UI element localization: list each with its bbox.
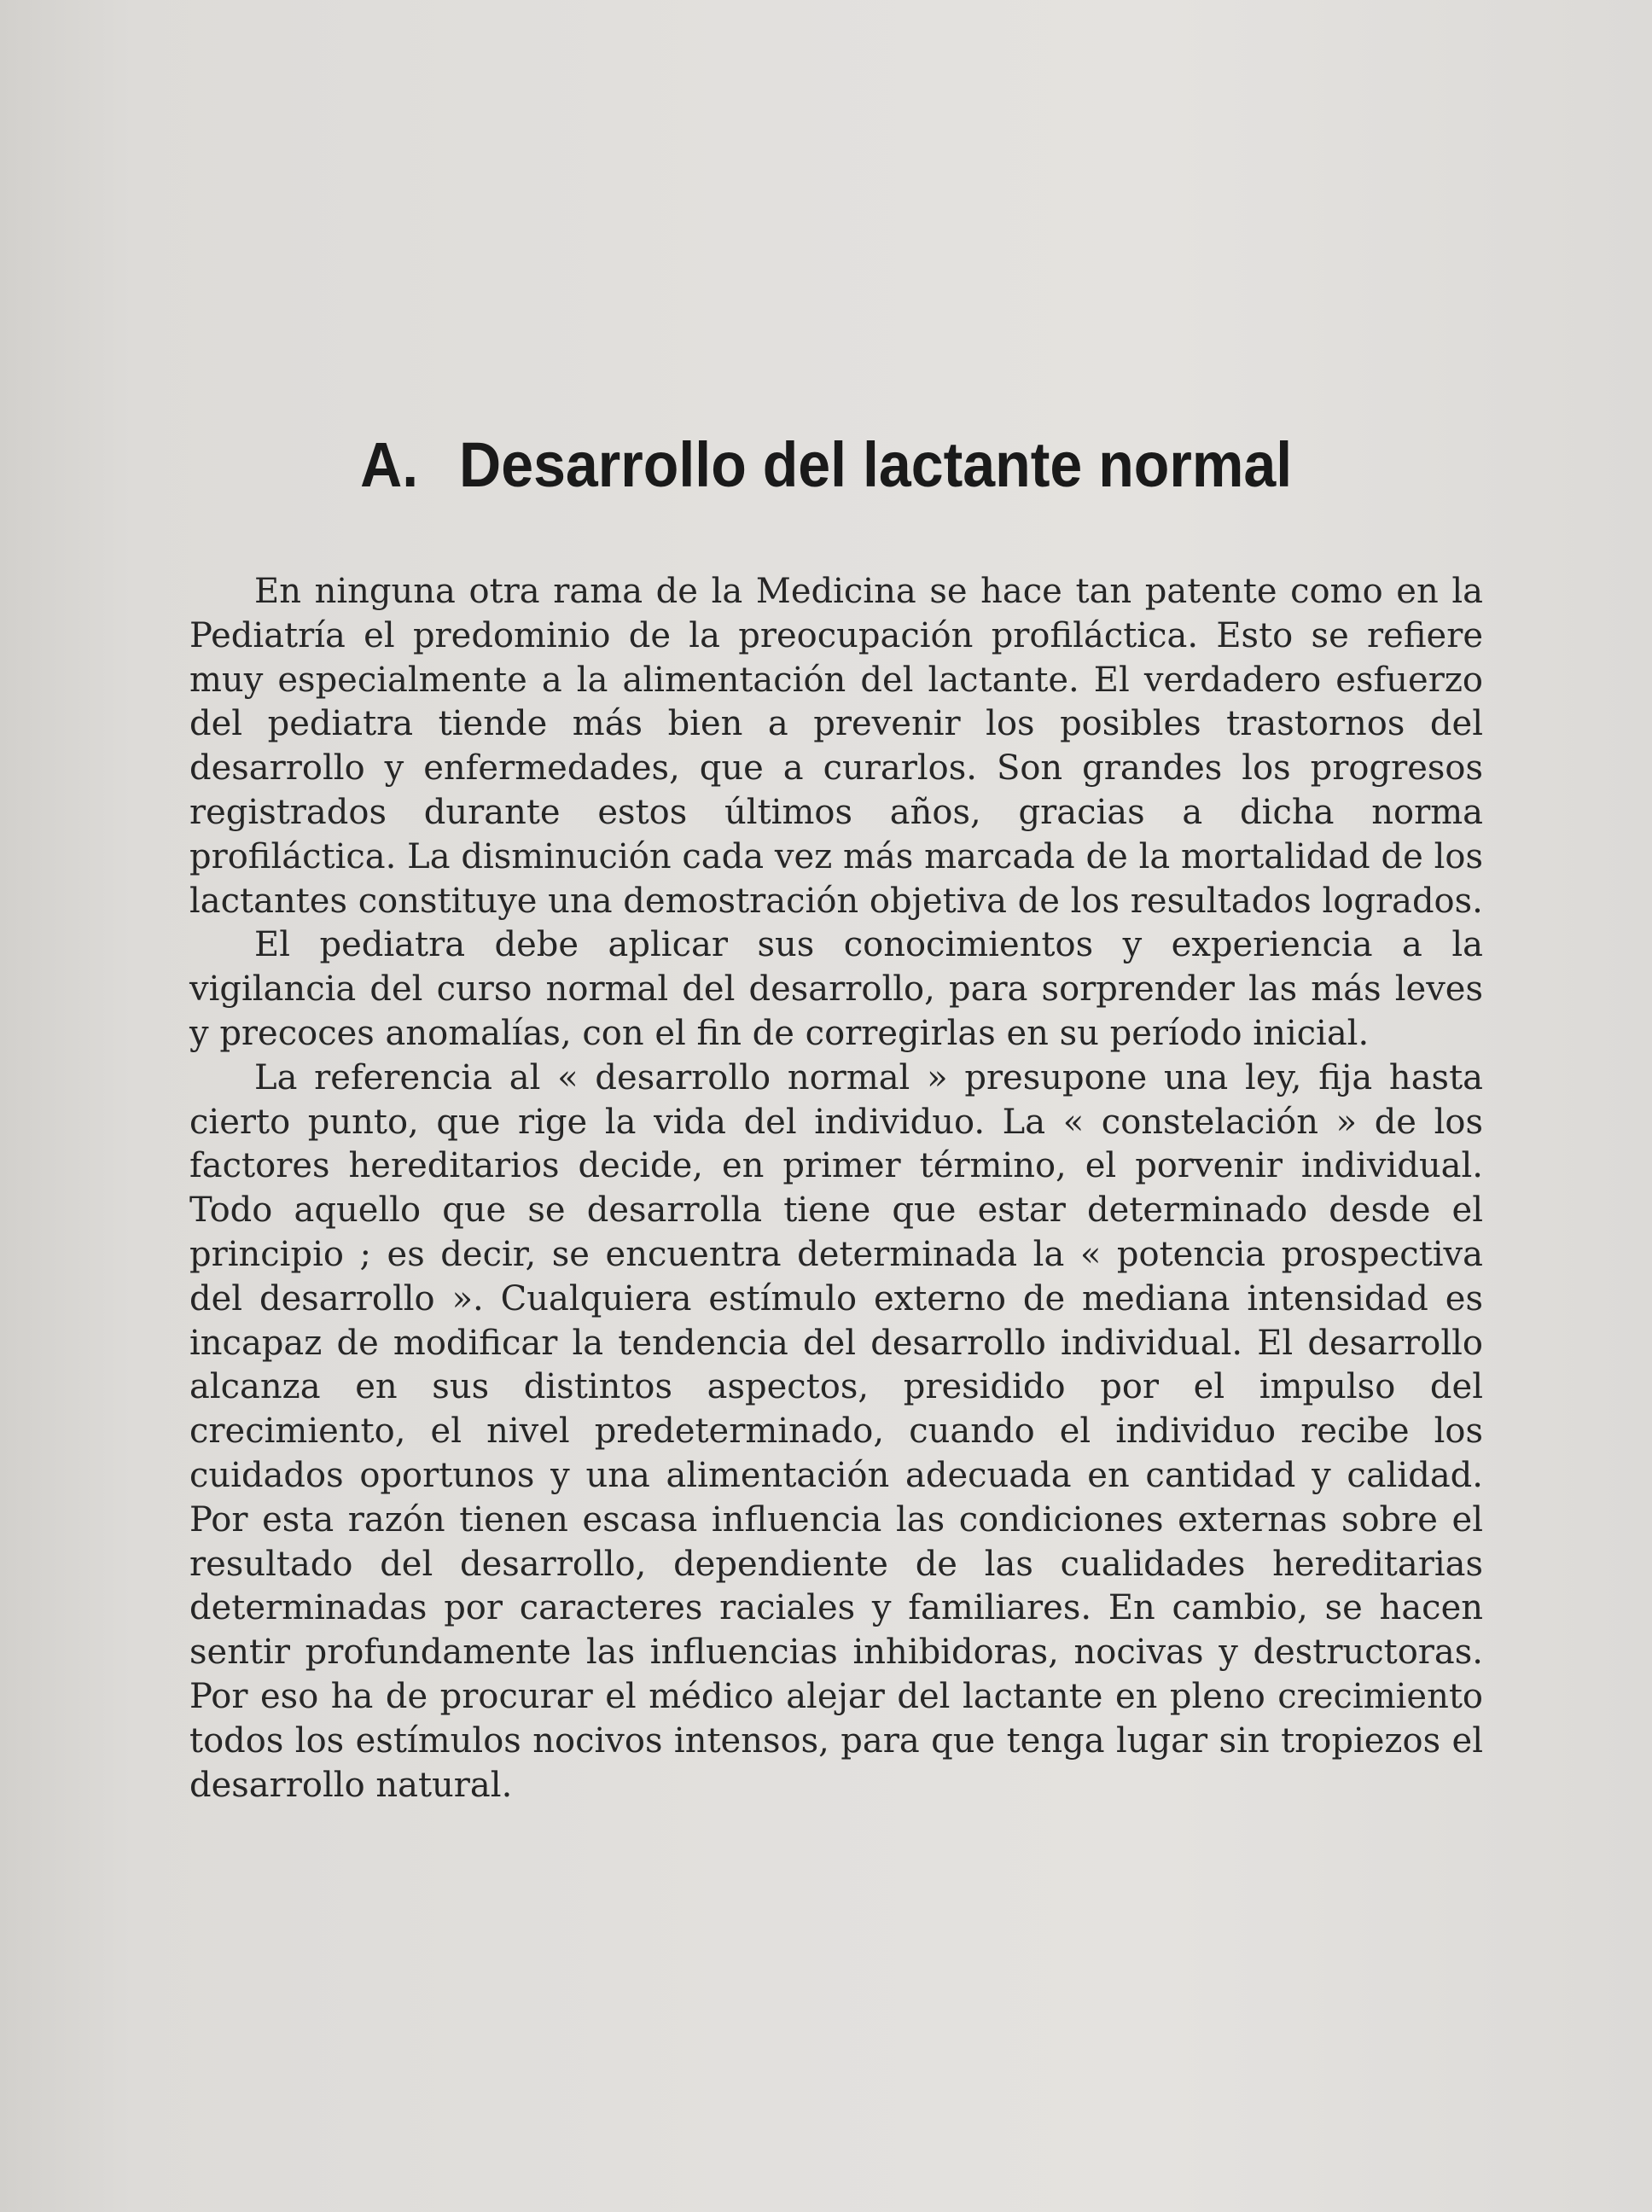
paragraph: El pediatra debe aplicar sus conocimientos y experiencia a la vigilancia del curso normal del desarrollo, para sorprender las más leves y precoces anomalías, con el fin de corregirlas en su período inicial.	[189, 925, 1483, 1053]
body-text	[189, 570, 1483, 1807]
section-title: Desarrollo del lactante normal	[459, 429, 1293, 500]
section-letter: A.	[360, 429, 419, 500]
section-heading	[67, 427, 1586, 504]
paragraph: La referencia al « desarrollo normal » presupone una ley, fija hasta cierto punto, que rige la vida del individuo. La « constelación » de los factores hereditarios decide, en primer término, el porvenir individual. Todo aquello que se desarrolla tiene que estar determinado desde el principio ; es decir, se encuentra determinada la « potencia prospectiva del desarrollo ». Cualquiera estímulo externo de mediana intensidad es incapaz de modificar la tendencia del desarrollo individual. El desarrollo alcanza en sus distintos aspectos, presidido por el impulso del crecimiento, el nivel predeterminado, cuando el individuo recibe los cuidados oportunos y una alimentación adecuada en cantidad y calidad. Por esta razón tienen escasa influencia las condiciones externas sobre el resultado del desarrollo, dependiente de las cualidades hereditarias determinadas por caracteres raciales y familiares. En cambio, se hacen sentir profundamente las influencias inhibidoras, nocivas y destructoras. Por eso ha de procurar el médico alejar del lactante en pleno crecimiento todos los estímulos nocivos intensos, para que tenga lugar sin tropiezos el desarrollo natural.	[189, 1057, 1483, 1805]
paragraph: En ninguna otra rama de la Medicina se hace tan patente como en la Pediatría el predominio de la preocupación profiláctica. Esto se refiere muy especialmente a la alimentación del lactante. El verdadero esfuerzo del pediatra tiende más bien a prevenir los posibles trastornos del desarrollo y enfermedades, que a curarlos. Son grandes los progresos registrados durante estos últimos años, gracias a dicha norma profiláctica. La disminución cada vez más marcada de la mortalidad de los lactantes constituye una demostración objetiva de los resultados logrados.	[189, 572, 1483, 921]
